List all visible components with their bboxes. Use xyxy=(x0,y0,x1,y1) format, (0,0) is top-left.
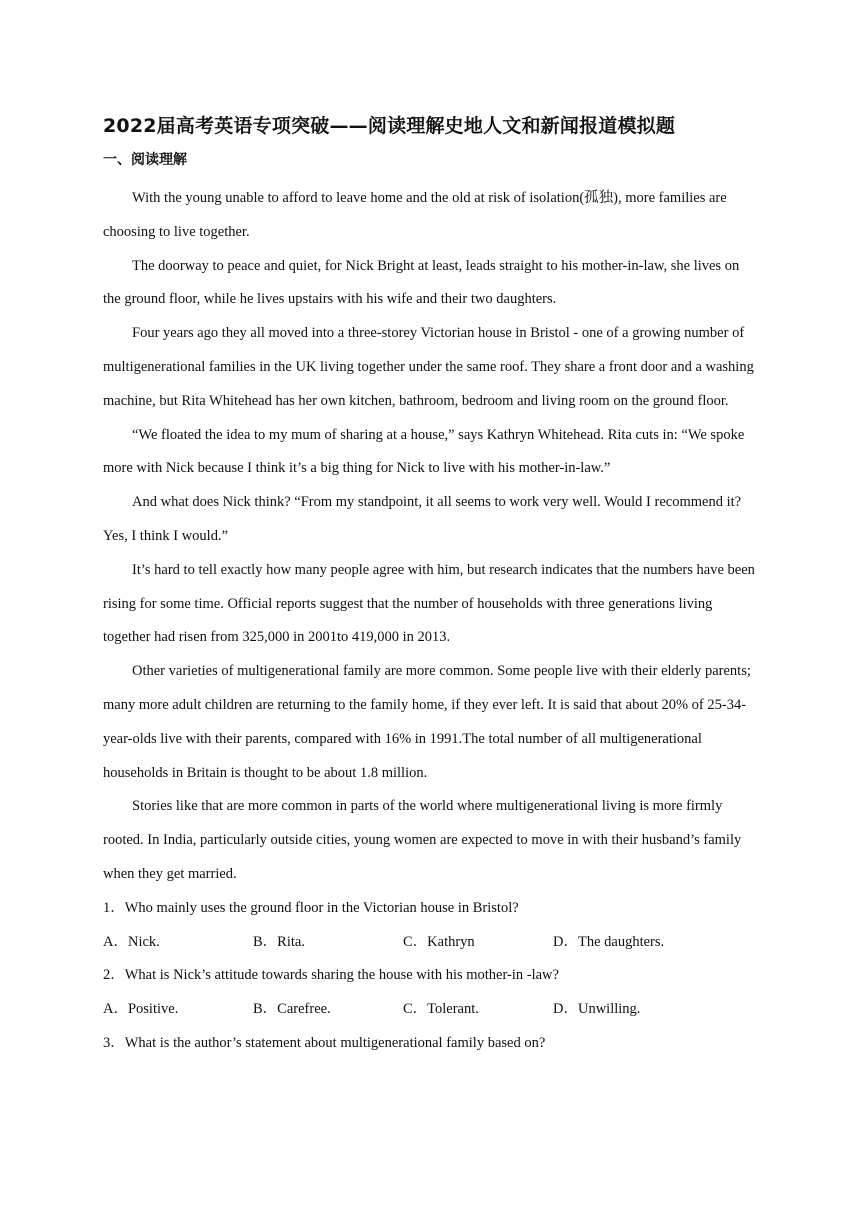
question-text: 3．What is the author’s statement about multigenerational family based on? xyxy=(103,1034,546,1051)
passage-paragraph: Stories like that are more common in parts of the world where multigenerational living is more firmly rooted. In India, particularly outside cities, young women are expected to move in with their husband’s family when they get married. xyxy=(103,798,742,882)
question-block xyxy=(103,959,758,1027)
question-block xyxy=(103,892,758,960)
passage-paragraph: It’s hard to tell exactly how many people agree with him, but research indicates that the numbers have been rising for some time. Official reports suggest that the number of households with three generations living together had risen from 325,000 in 2001to 419,000 in 2013. xyxy=(103,561,755,646)
question-text: 2．What is Nick’s attitude towards sharing the house with his mother-in -law? xyxy=(103,967,559,984)
document-page xyxy=(103,112,758,1061)
section-heading: 一、阅读理解 xyxy=(103,152,187,168)
answer-options xyxy=(103,993,758,1027)
option-c: C．Kathryn xyxy=(403,933,475,950)
passage-paragraph: “We floated the idea to my mum of sharing at a house,” says Kathryn Whitehead. Rita cuts in: “We spoke more with Nick because I think it’s a big thing for Nick to live with his mother-in-law.” xyxy=(103,426,745,477)
option-b: B．Carefree. xyxy=(253,1001,331,1018)
option-c: C．Tolerant. xyxy=(403,1001,479,1018)
option-a: A．Nick. xyxy=(103,933,160,950)
document-title: 2022届高考英语专项突破——阅读理解史地人文和新闻报道模拟题 xyxy=(103,115,676,137)
option-a: A．Positive. xyxy=(103,1001,179,1018)
option-b: B．Rita. xyxy=(253,933,305,950)
option-d: D．Unwilling. xyxy=(553,1001,641,1018)
option-d: D．The daughters. xyxy=(553,933,665,950)
question-text: 1．Who mainly uses the ground floor in the Victorian house in Bristol? xyxy=(103,899,519,916)
passage xyxy=(103,182,758,892)
question-block xyxy=(103,1027,758,1061)
passage-paragraph: And what does Nick think? “From my standpoint, it all seems to work very well. Would I recommend it? Yes, I think I would.” xyxy=(103,494,742,544)
answer-options xyxy=(103,926,758,960)
passage-paragraph: The doorway to peace and quiet, for Nick Bright at least, leads straight to his mother-in-law, she lives on the ground floor, while he lives upstairs with his wife and their two daughters. xyxy=(103,257,740,308)
passage-paragraph: Other varieties of multigenerational family are more common. Some people live with their elderly parents; many more adult children are returning to the family home, if they ever left. It is said that about 20% of 25-34-year-olds live with their parents, compared with 16% in 1991.The total number of all multigenerational households in Britain is thought to be about 1.8 million. xyxy=(103,663,751,781)
passage-paragraph: Four years ago they all moved into a three-storey Victorian house in Bristol - one of a growing number of multigenerational families in the UK living together under the same roof. They share a front door and a washing machine, but Rita Whitehead has her own kitchen, bathroom, bedroom and living room on the ground floor. xyxy=(103,325,754,409)
passage-paragraph: With the young unable to afford to leave home and the old at risk of isolation(孤独), more families are choosing to live together. xyxy=(103,190,727,240)
